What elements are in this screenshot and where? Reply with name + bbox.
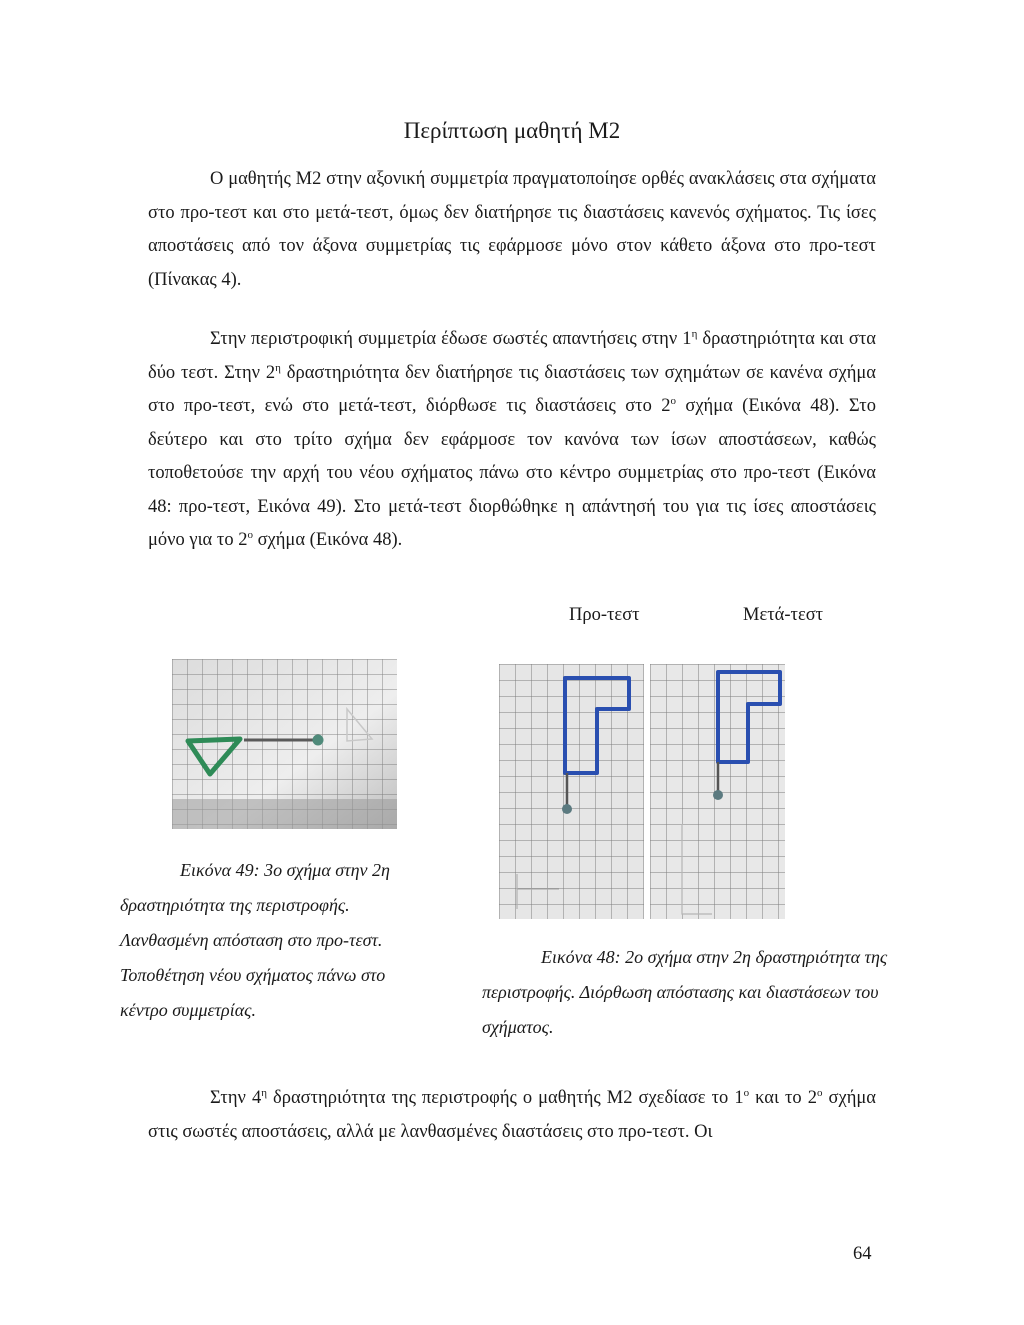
figure-48-post-test-photo [650,664,785,919]
center-point-post [713,790,723,800]
figure-48-caption: Εικόνα 48: 2ο σχήμα στην 2η δραστηριότητα της περιστροφής. Διόρθωση απόστασης και διαστάσεων του σχήματος. [482,947,888,1037]
figure-49-photo [172,659,397,829]
center-point-49 [313,735,324,746]
section-heading: Περίπτωση μαθητή Μ2 [403,118,621,143]
figure-48-pre-test-photo [499,664,644,919]
paragraph-fourth-activity: Στην $4^\eta$ δραστηριότητα της περιστροφής ο μαθητής Μ2 σχεδίασε το $1^o$ και το $2^o$ σχήμα στις σωστές αποστάσεις, αλλά με λανθασμένες διαστάσεις στο προ-τεστ. Οι [148,1086,876,1142]
figure-49-caption: Εικόνα 49: 3ο σχήμα στην 2η δραστηριότητα της περιστροφής. Λανθασμένη απόσταση στο προ-τεστ. Τοποθέτηση νέου σχήματος πάνω στο κέντρο συμμετρίας. [120,860,390,1020]
center-point-pre [562,804,572,814]
paragraph-axial-symmetry: Ο μαθητής Μ2 στην αξονική συμμετρία πραγματοποίησε ορθές ανακλάσεις στα σχήματα στο προ-τεστ και στο μετά-τεστ, όμως δεν διατήρησε τις διαστάσεις κανενός σχήματος. Τις ίσες αποστάσεις από τον άξονα συμμετρίας τις εφάρμοσε μόνο στον κάθετο άξονα στο προ-τεστ (Πίνακας 4). [148,169,876,290]
figure-label-pre-test: Προ-τεστ [569,605,640,625]
paragraph-rotational-symmetry: Στην περιστροφική συμμετρία έδωσε σωστές απαντήσεις στην $1^\eta$ δραστηριότητα και στα δύο τεστ. Στην $2^\eta$ δραστηριότητα δεν διατήρησε τις διαστάσεις των σχημάτων σε κανένα σχήμα στο προ-τεστ, ενώ στο μετά-τεστ, διόρθωσε τις διαστάσεις στο $2^o$ σχήμα (Εικόνα 48). Στο δεύτερο και στο τρίτο σχήμα δεν εφάρμοσε τον κανόνα των ίσων αποστάσεων, καθώς τοποθετούσε την αρχή του νέου σχήματος πάνω στο κέντρο συμμετρίας στο προ-τεστ (Εικόνα 48: προ-τεστ, Εικόνα 49). Στο μετά-τεστ διορθώθηκε η απάντησή του για τις ίσες αποστάσεις μόνο για το $2^o$ σχήμα (Εικόνα 48). [148,327,876,550]
page-number: 64 [853,1244,872,1264]
figure-label-post-test: Μετά-τεστ [743,605,824,625]
